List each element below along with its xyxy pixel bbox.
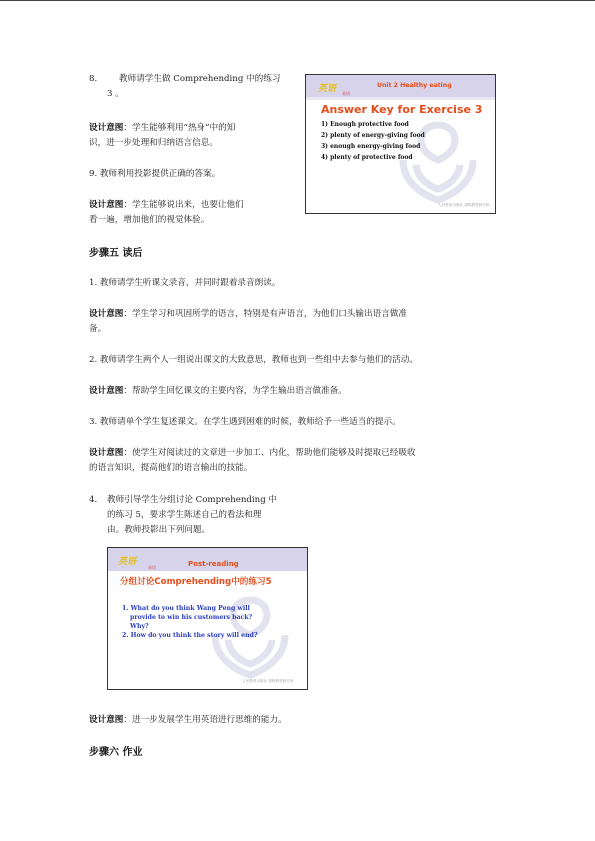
slide-footer: 人民教育出版社 课程教材研究所 [242,679,294,683]
design-intent-label: 设计意图 [89,448,124,458]
design-intent-label: 设计意图 [89,200,124,210]
design-intent-label: 设计意图 [89,715,124,725]
slide-unit-title: Unit 2 Healthy eating [377,82,452,89]
item-8-number: 8. [89,74,98,84]
step-5-item-1: 1. 教师请学生听课文录音，并同时跟着录音朗读。 [89,278,281,288]
textbook-logo-sub: 英语 [342,91,350,96]
design-intent-3 [89,307,407,321]
design-intent-5 [89,446,416,460]
design-intent-text: ：学生能够利用“热身”中的知 [123,123,236,133]
design-intent-label: 设计意图 [89,386,124,396]
design-intent-text: ：学生能够说出来，也要让他们 [123,200,244,210]
design-intent-text: ：使学生对阅读过的文章进一步加工、内化，帮助他们能够及时提取已经吸收 [123,448,416,458]
answer-item: 3) enough energy-giving food [321,143,421,150]
design-intent-2-line2: 看一遍，增加他们的视觉体验。 [89,215,210,225]
textbook-logo: 英语 [318,84,337,94]
design-intent-3-line2: 备。 [89,324,107,334]
item-8-line2: 3 。 [107,89,124,99]
design-intent-label: 设计意图 [89,309,124,319]
step-5-item-4-line2: 的练习 5，要求学生陈述自己的看法和理 [107,510,262,520]
design-intent-text: ：进一步发展学生用英语进行思维的能力。 [123,715,287,725]
design-intent-2 [89,198,244,212]
answer-item: 4) plenty of protective food [321,154,413,161]
page-top-rule [0,0,595,1]
item-9: 9. 教师利用投影提供正确的答案。 [89,169,221,179]
textbook-logo-sub: 英语 [148,565,156,570]
step-5-item-4-line3: 由。教师投影出下列问题。 [107,525,211,535]
design-intent-5-line2: 的语言知识，提高他们的语言输出的技能。 [89,463,253,473]
design-intent-4 [89,384,347,398]
answer-item: 1) Enough protective food [321,121,409,128]
design-intent-1 [89,121,235,135]
slide-footer: 人民教育出版社 课程教材研究所 [438,203,490,207]
step-5-heading: 步骤五 读后 [89,248,143,259]
design-intent-6 [89,713,287,727]
answer-item: 2) plenty of energy-giving food [321,132,425,139]
step-5-item-4-line1: 教师引导学生分组讨论 Comprehending 中 [107,495,278,505]
step-5-item-4-number: 4. [89,495,98,505]
slide-post-reading [107,547,308,690]
slide-discussion-heading: 分组讨论Comprehending中的练习5 [120,577,272,587]
question-1-line3: Why? [130,623,149,630]
question-1-line2: provide to win his customers back? [130,614,253,621]
design-intent-text: ：帮助学生回忆课文的主要内容，为学生输出语言做准备。 [123,386,347,396]
slide-header-stripe [306,97,495,100]
answer-key-title: Answer Key for Exercise 3 [321,103,483,116]
step-5-item-2: 2. 教师请学生两个人一组说出课文的大致意思，教师也到一些组中去参与他们的活动。 [89,355,418,365]
slide-answer-key [305,74,496,214]
step-6-heading: 步骤六 作业 [89,747,143,758]
question-2: 2. How do you think the story will end? [122,632,258,639]
design-intent-label: 设计意图 [89,123,124,133]
design-intent-text: ：学生学习和巩固所学的语言，特别是有声语言，为他们口头输出语言做准 [123,309,407,319]
slide-post-reading-title: Post-reading [188,560,239,568]
question-1-line1: 1. What do you think Wang Peng will [122,605,250,612]
item-8-line1: 教师请学生做 Comprehending 中的练习 [119,74,281,84]
publisher-emblem-watermark [200,580,300,680]
step-5-item-3: 3. 教师请单个学生复述课文。在学生遇到困难的时候，教师给予一些适当的提示。 [89,417,401,427]
design-intent-1-line2: 识，进一步处理和归纳语言信息。 [89,138,218,148]
textbook-logo: 英语 [118,557,137,567]
